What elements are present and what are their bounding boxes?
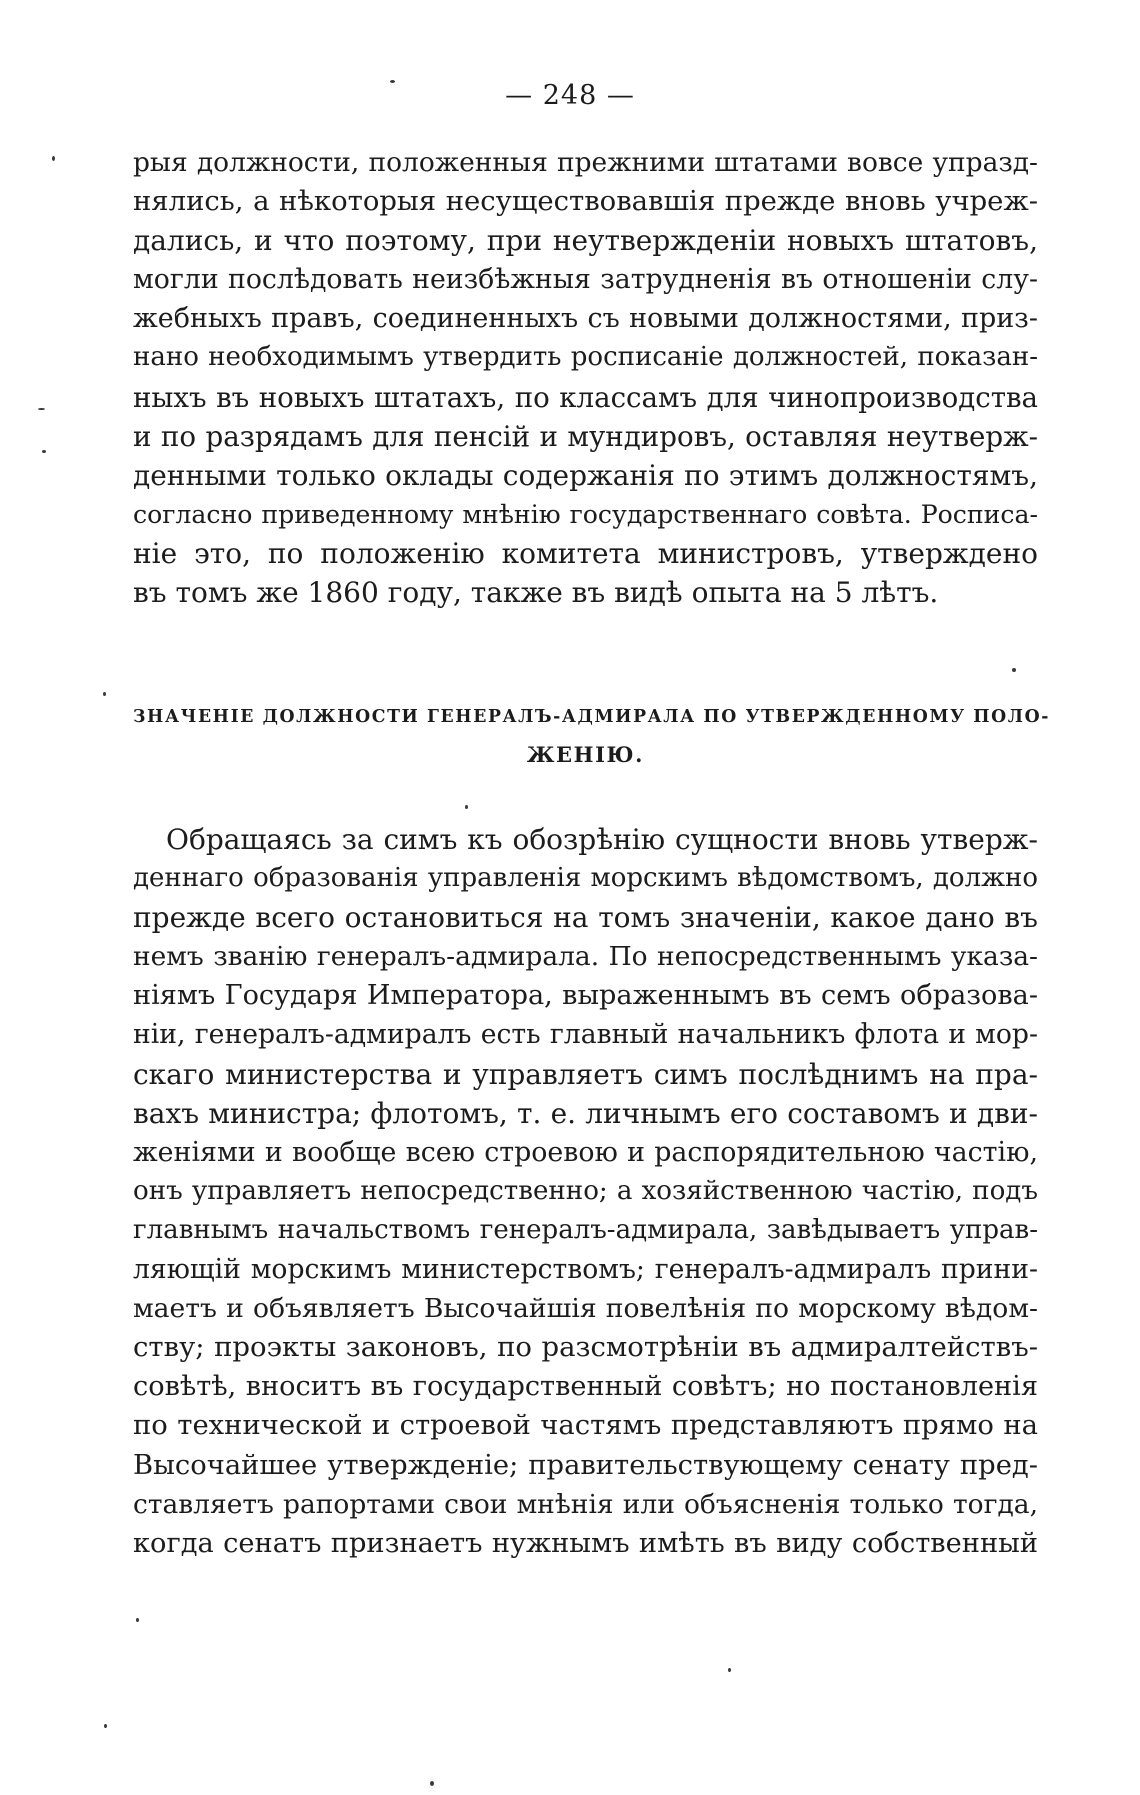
text-line: жебныхъ правъ, соединенныхъ съ новыми должностями, приз- xyxy=(133,303,1038,335)
scan-speck xyxy=(38,408,45,410)
text-line: дались, и что поэтому, при неутвержденіи новыхъ штатовъ, xyxy=(133,224,1038,258)
scan-speck xyxy=(390,80,395,83)
text-line: согласно приведенному мнѣнію государственнаго совѣта. Росписа- xyxy=(133,499,1038,529)
page-number: — 248 — xyxy=(505,80,635,111)
paragraph-2 xyxy=(133,820,1038,1563)
scan-speck xyxy=(52,156,55,161)
section-heading xyxy=(133,698,1051,774)
text-line: женіями и вообще всею строевою и распорядительною частію, xyxy=(133,1136,1038,1168)
scan-speck xyxy=(103,692,106,696)
text-line: немъ званію генералъ-адмирала. По непосредственнымъ указа- xyxy=(133,941,1038,973)
text-line: главнымъ начальствомъ генералъ-адмирала, завѣдываетъ управ- xyxy=(133,1214,1038,1245)
text-line: онъ управляетъ непосредственно; а хозяйственною частію, подъ xyxy=(133,1175,1038,1206)
text-line: ставляетъ рапортами свои мнѣнія или объясненія только тогда, xyxy=(133,1488,1038,1520)
heading-line-2: ЖЕНІЮ. xyxy=(526,742,645,767)
scan-speck xyxy=(430,1781,434,1786)
text-line: Высочайшее утвержденіе; правительствующему сенату пред- xyxy=(133,1449,1038,1481)
text-line: маетъ и объявляетъ Высочайшія повелѣнія по морскому вѣдом- xyxy=(133,1293,1038,1325)
scan-speck xyxy=(42,450,46,453)
scan-speck xyxy=(1012,668,1016,672)
text-line: прежде всего остановиться на томъ значеніи, какое дано въ xyxy=(133,901,1038,935)
paragraph-1 xyxy=(133,143,1038,612)
scan-speck xyxy=(136,1618,139,1622)
text-line: рыя должности, положенныя прежними штатами вовсе упразд- xyxy=(133,147,1038,178)
text-line: нялись, а нѣкоторыя несуществовавшія прежде вновь учреж- xyxy=(133,185,1038,218)
text-line: Обращаясь за симъ къ обозрѣнію сущности вновь утверж- xyxy=(166,823,1038,856)
text-line: совѣтѣ, вноситъ въ государственный совѣтъ; но постановленія xyxy=(133,1371,1038,1403)
heading-line-1: ЗНАЧЕНІЕ ДОЛЖНОСТИ ГЕНЕРАЛЪ-АДМИРАЛА ПО УТВЕРЖДЕННОМУ ПОЛО- xyxy=(133,707,1051,727)
text-line: ныхъ въ новыхъ штатахъ, по классамъ для чинопроизводства xyxy=(133,380,1038,414)
text-line: въ томъ же 1860 году, также въ видѣ опыта на 5 лѣтъ. xyxy=(133,576,939,610)
text-line: по технической и строевой частямъ представляютъ прямо на xyxy=(133,1410,1038,1442)
text-line: ніямъ Государя Императора, выраженнымъ въ семъ образова- xyxy=(133,980,1038,1012)
scan-speck xyxy=(104,1724,107,1728)
text-line: могли послѣдовать неизбѣжныя затрудненія въ отношеніи слу- xyxy=(133,264,1038,296)
text-line: ству; проэкты законовъ, по разсмотрѣніи въ адмиралтействъ- xyxy=(133,1331,1038,1364)
text-line: ніе это, по положенію комитета министровъ, утверждено xyxy=(133,536,1038,570)
text-line: скаго министерства и управляетъ симъ послѣднимъ на пра- xyxy=(133,1057,1038,1091)
scan-speck xyxy=(465,805,468,809)
text-line: ляющій морскимъ министерствомъ; генералъ-адмиралъ прини- xyxy=(133,1254,1038,1286)
scan-speck xyxy=(728,1668,731,1672)
text-line: нано необходимымъ утвердить росписаніе должностей, показан- xyxy=(133,342,1038,373)
text-line: ніи, генералъ-адмиралъ есть главный начальникъ флота и мор- xyxy=(133,1019,1038,1051)
text-line: денными только оклады содержанія по этимъ должностямъ, xyxy=(133,458,1038,492)
text-line: деннаго образованія управленія морскимъ вѣдомствомъ, должно xyxy=(133,863,1038,894)
text-line: когда сенатъ признаетъ нужнымъ имѣть въ виду собственный xyxy=(133,1527,1038,1559)
text-line: и по разрядамъ для пенсій и мундировъ, оставляя неутверж- xyxy=(133,419,1038,453)
text-line: вахъ министра; флотомъ, т. е. личнымъ его составомъ и дви- xyxy=(133,1096,1038,1130)
